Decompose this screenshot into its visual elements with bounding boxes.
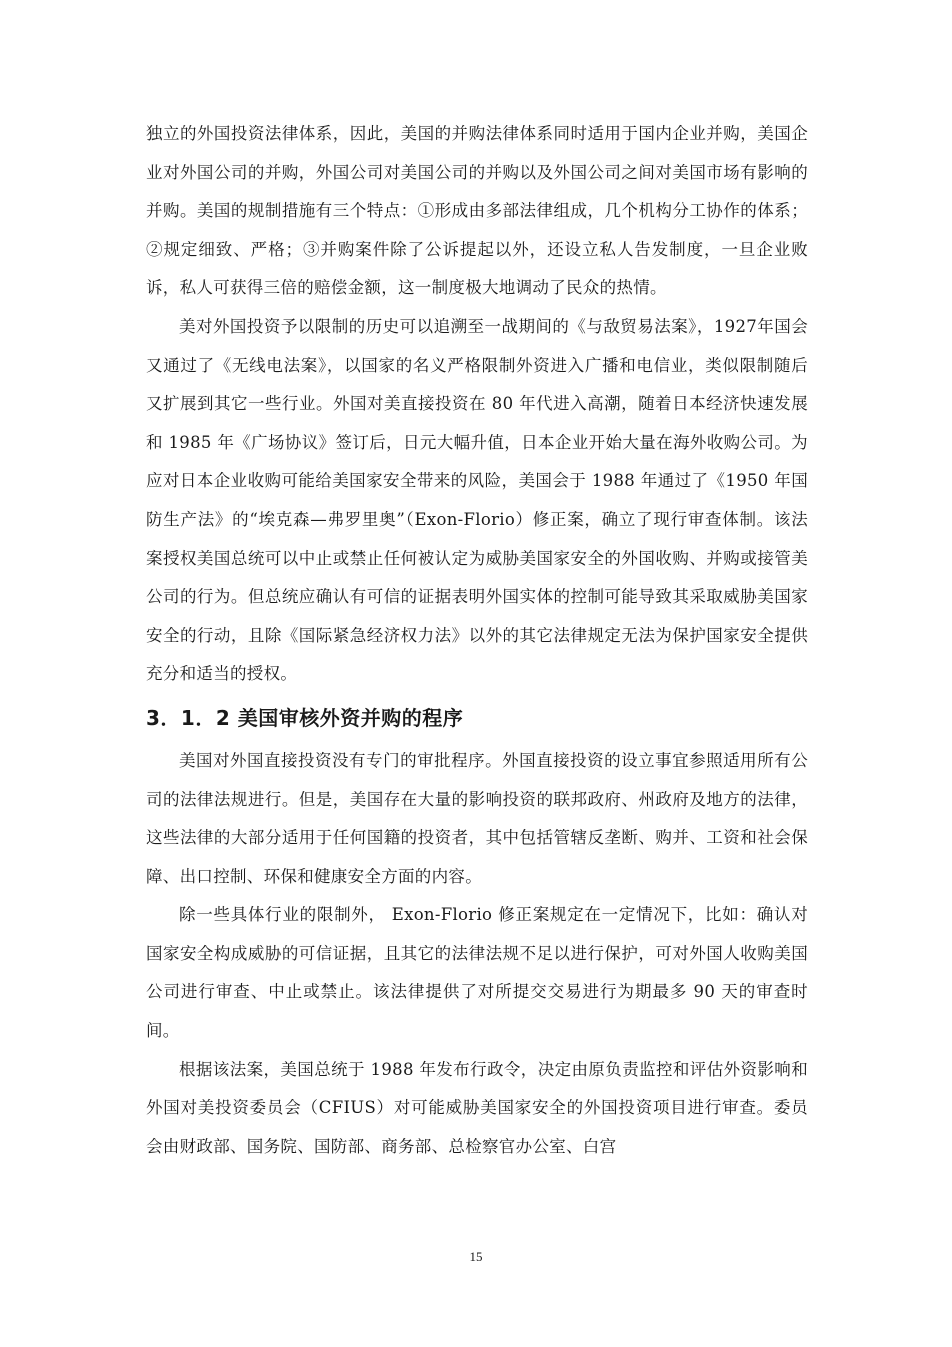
section-heading: 3．1．2 美国审核外资并购的程序 bbox=[146, 705, 464, 730]
paragraph: 根据该法案，美国总统于 1988 年发布行政令，决定由原负责监控和评估外资影响和外国对美投资委员会（CFIUS）对可能威胁美国家安全的外国投资项目进行审查。委员会由财政部、国务院、国防部、商务部、总检察官办公室、白宫 bbox=[146, 1059, 808, 1156]
paragraph: 独立的外国投资法律体系，因此，美国的并购法律体系同时适用于国内企业并购，美国企业对外国公司的并购，外国公司对美国公司的并购以及外国公司之间对美国市场有影响的并购。美国的规制措施有三个特点：①形成由多部法律组成，几个机构分工协作的体系；②规定细致、严格；③并购案件除了公诉提起以外，还设立私人告发制度，一旦企业败诉，私人可获得三倍的赔偿金额，这一制度极大地调动了民众的热情。 bbox=[146, 124, 808, 298]
paragraph: 除一些具体行业的限制外， Exon-Florio 修正案规定在一定情况下，比如：确认对国家安全构成威胁的可信证据，且其它的法律法规不足以进行保护，可对外国人收购美国公司进行审查、中止或禁止。该法律提供了对所提交交易进行为期最多 90 天的审查时间。 bbox=[146, 905, 808, 1041]
paragraph: 美对外国投资予以限制的历史可以追溯至一战期间的《与敌贸易法案》，1927年国会又通过了《无线电法案》，以国家的名义严格限制外资进入广播和电信业，类似限制随后又扩展到其它一些行业。外国对美直接投资在 80 年代进入高潮，随着日本经济快速发展和 1985 年《广场协议》签订后，日元大幅升值，日本企业开始大量在海外收购公司。为应对日本企业收购可能给美国家安全带来的风险，美国会于 1988 年通过了《1950 年国防生产法》的“埃克森—弗罗里奥”（Exon-Florio）修正案，确立了现行审查体制。该法案授权美国总统可以中止或禁止任何被认定为威胁美国家安全的外国收购、并购或接管美公司的行为。但总统应确认有可信的证据表明外国实体的控制可能导致其采取威胁美国家安全的行动，且除《国际紧急经济权力法》以外的其它法律规定无法为保护国家安全提供充分和适当的授权。 bbox=[146, 316, 808, 684]
page-number: 15 bbox=[469, 1249, 483, 1264]
paragraph: 美国对外国直接投资没有专门的审批程序。外国直接投资的设立事宜参照适用所有公司的法律法规进行。但是，美国存在大量的影响投资的联邦政府、州政府及地方的法律，这些法律的大部分适用于任何国籍的投资者，其中包括管辖反垄断、购并、工资和社会保障、出口控制、环保和健康安全方面的内容。 bbox=[146, 750, 808, 886]
page-body bbox=[146, 115, 808, 1166]
